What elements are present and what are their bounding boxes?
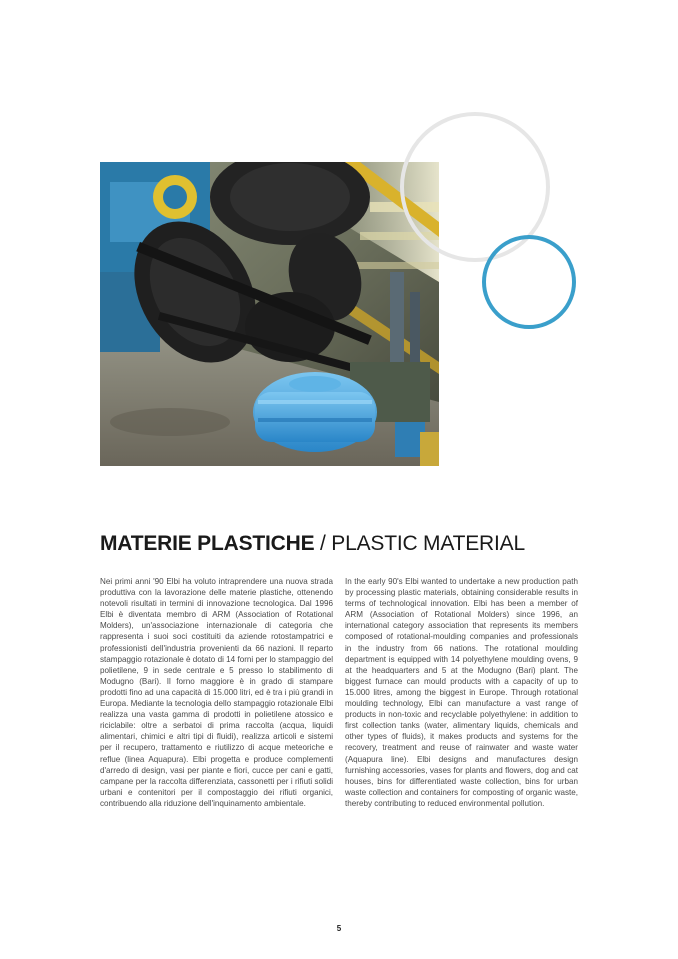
page-number: 5 xyxy=(336,924,342,933)
section-heading xyxy=(100,530,525,558)
factory-photo xyxy=(100,162,439,466)
heading-italian: MATERIE PLASTICHE xyxy=(100,532,315,555)
decorative-blue-ring xyxy=(482,235,576,329)
heading-english: PLASTIC MATERIAL xyxy=(331,532,525,555)
english-text-column: In the early 90's Elbi wanted to undertake a new production path by processing plastic materials, obtaining considerable results in terms of technological innovation. Elbi has been a member of ARM (Association of Rotational Molders) since 1996, an international category association that represents its members composed of rotational-moulding companies and professionals in the industry from 66 nations. The rotational moulding department is equipped with 14 polyethylene moulding ovens, 9 at the headquarters and 5 at the Modugno (Bari) plant. The biggest furnace can mould products with a capacity of up to 15.000 litres, among the biggest in Europe. Through rotational moulding technology, Elbi can manufacture a vast range of products in non-toxic and recyclable polyethylene: in addition to first collection tanks (water, alimentary liquids, chemicals and other types of fluids), it makes products and systems for the recovery, treatment and reuse of rainwater and waste water (Aquapura line). Elbi designs and manufactures design furnishing accessories, vases for plants and flowers, dog and cat houses, bins for differentiated waste collection, bins for urban waste collection and containers for composting of organic waste, thereby contributing to reduced environmental pollution. xyxy=(345,577,578,808)
italian-text-column: Nei primi anni '90 Elbi ha voluto intraprendere una nuova strada produttiva con la lavorazione delle materie plastiche, ottenendo notevoli risultati in termini di innovazione tecnologica. Dal 1996 Elbi è diventata membro di ARM (Association of Rotational Molders), un'associazione internazionale di categoria che rappresenta i suoi soci costituiti da aziende rotostampatrici e professionisti dell'industria provenienti da 66 nazioni. Il reparto stampaggio rotazionale è dotato di 14 forni per lo stampaggio del polietilene, 9 in sede centrale e 5 presso lo stabilimento di Modugno (Bari). Il forno maggiore è in grado di stampare prodotti fino ad una capacità di 15.000 litri, ed è tra i più grandi in Europa. Mediante la tecnologia dello stampaggio rotazionale Elbi realizza una vasta gamma di prodotti in polietilene atossico e riciclabile: oltre a serbatoi di prima raccolta (acqua, liquidi alimentari, chimici e altri tipi di fluidi), realizza articoli e sistemi per il recupero, trattamento e riutilizzo di acque meteoriche e reflue (linea Aquapura). Elbi progetta e produce complementi d'arredo di design, vasi per piante e fiori, cucce per cani e gatti, campane per la raccolta differenziata, cassonetti per i rifiuti solidi urbani e contenitori per il compostaggio dei rifiuti organici, contribuendo alla riduzione dell'inquinamento ambientale. xyxy=(100,577,333,808)
heading-separator: / xyxy=(314,532,332,555)
